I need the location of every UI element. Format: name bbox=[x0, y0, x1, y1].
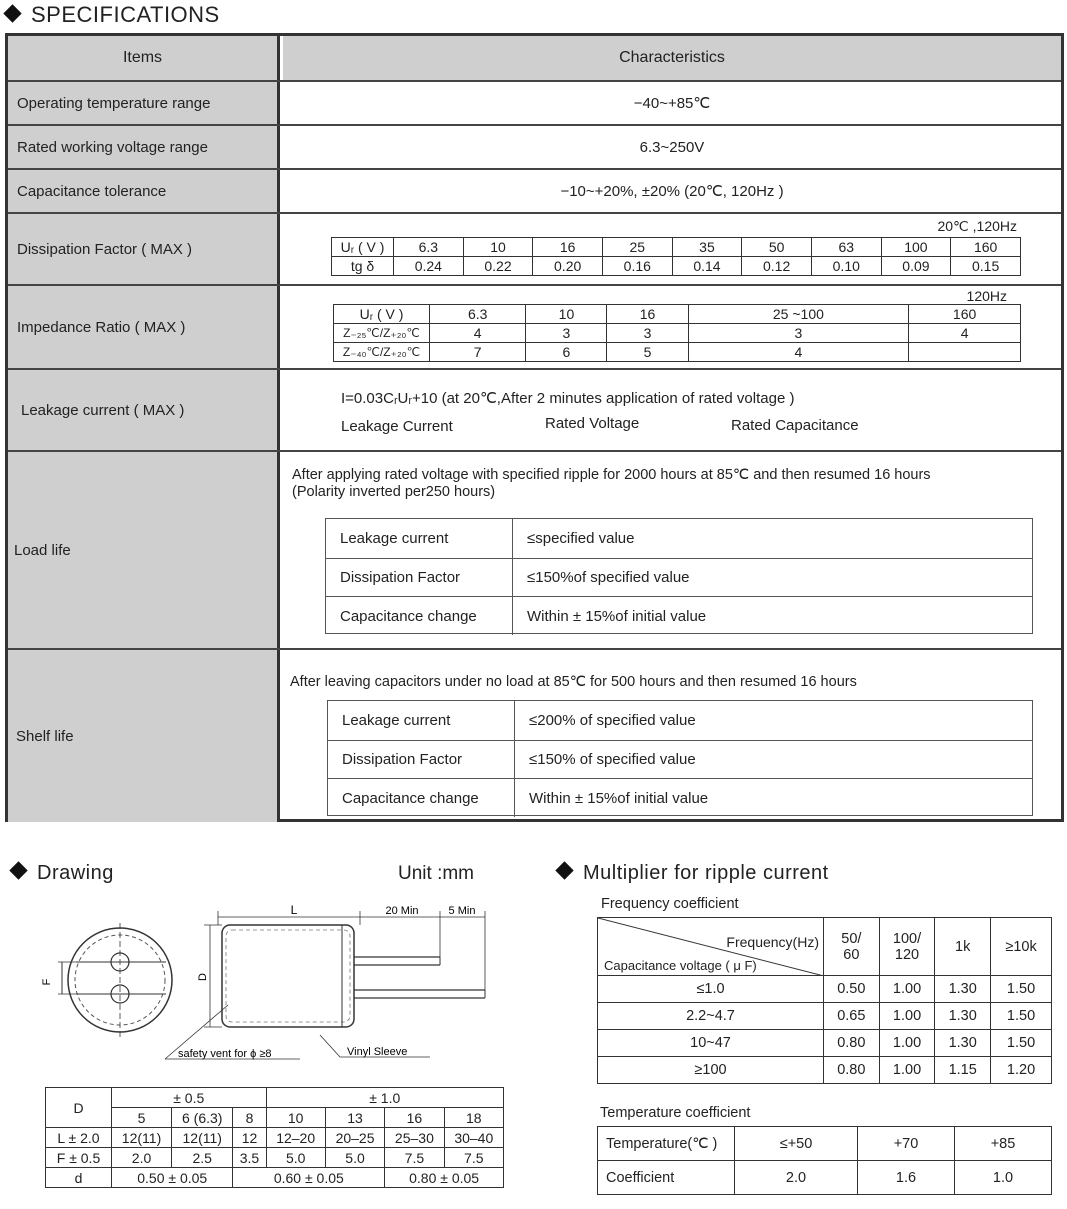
row-label: Shelf life bbox=[8, 650, 280, 822]
leakage-legend-voltage: Rated Voltage bbox=[545, 415, 640, 432]
condition-value: Within ± 15%of initial value bbox=[529, 789, 709, 807]
multiplier-cell: 0.50 bbox=[824, 976, 880, 1003]
multiplier-cell: 1.00 bbox=[879, 1057, 935, 1084]
imp-z25-cell: 3 bbox=[688, 324, 909, 343]
imp-z40-cell: 4 bbox=[688, 343, 909, 362]
frequency-row bbox=[598, 976, 1052, 1003]
condition-label: Dissipation Factor bbox=[328, 741, 515, 779]
dim-l-cell: 30–40 bbox=[444, 1128, 503, 1148]
imp-voltage-cell: 160 bbox=[909, 305, 1021, 324]
df-voltage-cell: 35 bbox=[672, 238, 742, 257]
row-label: Rated working voltage range bbox=[8, 126, 280, 168]
df-value-cell: 0.15 bbox=[951, 257, 1021, 276]
leakage-legend-capacitance: Rated Capacitance bbox=[731, 417, 859, 434]
temperature-cell: ≤+50 bbox=[735, 1127, 858, 1161]
temperature-coefficient-table bbox=[597, 1126, 1052, 1195]
spec-row-operating-temperature bbox=[8, 80, 1061, 124]
frequency-column-header: 50/ 60 bbox=[824, 918, 880, 976]
frequency-column-header: ≥10k bbox=[991, 918, 1052, 976]
dim-l-cell: 25–30 bbox=[385, 1128, 444, 1148]
condition-label: Leakage current bbox=[326, 519, 513, 558]
side-view-icon bbox=[165, 911, 485, 1059]
coefficient-cell: 1.0 bbox=[955, 1161, 1052, 1195]
dim-diameter-cell: 13 bbox=[325, 1108, 384, 1128]
frequency-row bbox=[598, 1057, 1052, 1084]
condition-row bbox=[328, 778, 1032, 817]
capacitor-drawing bbox=[30, 895, 500, 1070]
capacitance-header: Capacitance voltage ( μ F) bbox=[604, 958, 757, 973]
dimension-table bbox=[45, 1087, 504, 1188]
dim-f-cell: 7.5 bbox=[444, 1148, 503, 1168]
dim-f-cell: 3.5 bbox=[233, 1148, 266, 1168]
page-title: SPECIFICATIONS bbox=[6, 2, 220, 28]
condition-label: Dissipation Factor bbox=[326, 559, 513, 597]
tol-10-header: ± 1.0 bbox=[266, 1088, 504, 1108]
imp-z40-label: Z₋₄₀℃/Z₊₂₀℃ bbox=[334, 343, 430, 362]
dim-l-cell: 12 bbox=[233, 1128, 266, 1148]
row-value: −10~+20%, ±20% (20℃, 120Hz ) bbox=[560, 183, 784, 200]
multiplier-cell: 1.50 bbox=[991, 1030, 1052, 1057]
df-value-cell: 0.12 bbox=[742, 257, 812, 276]
dim-diameter-cell: 10 bbox=[266, 1108, 325, 1128]
multiplier-cell: 1.30 bbox=[935, 1030, 991, 1057]
frequency-row bbox=[598, 1003, 1052, 1030]
diamond-bullet-icon bbox=[9, 861, 27, 879]
dim-lead-d-value: 0.50 ± 0.05 bbox=[112, 1168, 233, 1188]
df-voltage-cell: 63 bbox=[811, 238, 881, 257]
row-label: Leakage current ( MAX ) bbox=[8, 370, 280, 450]
spec-row-dissipation-factor bbox=[8, 212, 1061, 284]
imp-z40-cell bbox=[909, 343, 1021, 362]
imp-z40-cell: 7 bbox=[430, 343, 526, 362]
imp-z25-cell: 3 bbox=[526, 324, 607, 343]
df-voltage-cell: 6.3 bbox=[394, 238, 464, 257]
frequency-header: Frequency(Hz) bbox=[726, 934, 819, 950]
capacitance-cell: ≤1.0 bbox=[598, 976, 824, 1003]
row-value bbox=[283, 370, 1061, 450]
dim-d-header: D bbox=[46, 1088, 112, 1128]
row-value bbox=[283, 214, 1061, 284]
dim-20min-label: 20 Min bbox=[385, 905, 419, 917]
shelf-life-text: After leaving capacitors under no load at 85℃ for 500 hours and then resumed 16 hours bbox=[290, 674, 857, 690]
dim-diameter-cell: 6 (6.3) bbox=[172, 1108, 233, 1128]
imp-z40-cell: 5 bbox=[607, 343, 688, 362]
condition-value: ≤150%of specified value bbox=[527, 568, 690, 586]
condition-label: Capacitance change bbox=[328, 779, 515, 817]
df-value-cell: 0.22 bbox=[463, 257, 533, 276]
multiplier-cell: 1.15 bbox=[935, 1057, 991, 1084]
frequency-row bbox=[598, 1030, 1052, 1057]
dim-l-label: L bbox=[290, 903, 298, 917]
condition-row bbox=[328, 701, 1032, 740]
imp-voltage-cell: 25 ~100 bbox=[688, 305, 909, 324]
df-value-cell: 0.20 bbox=[533, 257, 603, 276]
row-label: Impedance Ratio ( MAX ) bbox=[8, 286, 280, 368]
df-value-cell: 0.16 bbox=[602, 257, 672, 276]
condition-value: ≤specified value bbox=[527, 529, 635, 547]
row-value bbox=[283, 286, 1061, 368]
dim-f-row-label: F ± 0.5 bbox=[46, 1148, 112, 1168]
df-table bbox=[331, 237, 1021, 276]
frequency-coefficient-table bbox=[597, 917, 1052, 1084]
multiplier-cell: 0.80 bbox=[824, 1030, 880, 1057]
row-value bbox=[283, 650, 1061, 822]
dim-l-cell: 12–20 bbox=[266, 1128, 325, 1148]
imp-ur-label: Uᵣ ( V ) bbox=[334, 305, 430, 324]
load-life-table bbox=[325, 518, 1033, 634]
row-label: Dissipation Factor ( MAX ) bbox=[8, 214, 280, 284]
dim-f-cell: 2.5 bbox=[172, 1148, 233, 1168]
df-voltage-cell: 25 bbox=[602, 238, 672, 257]
imp-z25-label: Z₋₂₅℃/Z₊₂₀℃ bbox=[334, 324, 430, 343]
multiplier-cell: 1.50 bbox=[991, 976, 1052, 1003]
safety-vent-label: safety vent for ϕ ≥8 bbox=[178, 1048, 272, 1060]
spec-row-rated-voltage bbox=[8, 124, 1061, 168]
row-value: 6.3~250V bbox=[639, 138, 705, 156]
spec-row-capacitance-tolerance bbox=[8, 168, 1061, 212]
df-value-cell: 0.10 bbox=[811, 257, 881, 276]
multiplier-cell: 1.30 bbox=[935, 976, 991, 1003]
imp-voltage-cell: 10 bbox=[526, 305, 607, 324]
shelf-life-table bbox=[327, 700, 1033, 816]
diamond-bullet-icon bbox=[555, 861, 573, 879]
condition-row bbox=[326, 519, 1032, 558]
condition-row bbox=[326, 596, 1032, 635]
row-label: Load life bbox=[8, 452, 280, 648]
temperature-cell: +85 bbox=[955, 1127, 1052, 1161]
drawing-heading: Drawing bbox=[12, 862, 114, 885]
dim-lead-d-value: 0.60 ± 0.05 bbox=[233, 1168, 385, 1188]
frequency-column-header: 100/ 120 bbox=[879, 918, 935, 976]
multiplier-cell: 1.00 bbox=[879, 1030, 935, 1057]
capacitance-cell: 2.2~4.7 bbox=[598, 1003, 824, 1030]
condition-value: Within ± 15%of initial value bbox=[527, 607, 707, 625]
load-life-text-1: After applying rated voltage with specified ripple for 2000 hours at 85℃ and then resumed 16 hours bbox=[292, 467, 931, 483]
spec-header-row bbox=[8, 36, 1061, 80]
spec-row-leakage-current bbox=[8, 368, 1061, 450]
vinyl-sleeve-label: Vinyl Sleeve bbox=[347, 1046, 408, 1058]
row-label: Operating temperature range bbox=[8, 82, 280, 124]
dim-f-label: F bbox=[41, 978, 53, 986]
impedance-note: 120Hz bbox=[966, 288, 1007, 304]
capacitance-cell: 10~47 bbox=[598, 1030, 824, 1057]
dim-d-label: D bbox=[197, 973, 209, 981]
frequency-column-header: 1k bbox=[935, 918, 991, 976]
dim-lead-d-value: 0.80 ± 0.05 bbox=[385, 1168, 504, 1188]
impedance-table bbox=[333, 304, 1021, 362]
df-value-cell: 0.24 bbox=[394, 257, 464, 276]
multiplier-cell: 1.00 bbox=[879, 976, 935, 1003]
multiplier-cell: 0.80 bbox=[824, 1057, 880, 1084]
characteristics-header: Characteristics bbox=[283, 36, 1061, 80]
imp-z25-cell: 4 bbox=[430, 324, 526, 343]
imp-z25-cell: 4 bbox=[909, 324, 1021, 343]
df-voltage-cell: 10 bbox=[463, 238, 533, 257]
df-voltage-cell: 50 bbox=[742, 238, 812, 257]
specifications-table bbox=[5, 33, 1064, 822]
condition-label: Leakage current bbox=[328, 701, 515, 740]
dim-5min-label: 5 Min bbox=[448, 905, 476, 917]
dim-f-cell: 5.0 bbox=[325, 1148, 384, 1168]
end-view-icon bbox=[58, 923, 172, 1037]
row-label: Capacitance tolerance bbox=[8, 170, 280, 212]
coefficient-cell: 2.0 bbox=[735, 1161, 858, 1195]
dim-l-cell: 12(11) bbox=[172, 1128, 233, 1148]
multiplier-cell: 1.30 bbox=[935, 1003, 991, 1030]
condition-row bbox=[326, 558, 1032, 597]
unit-label: Unit :mm bbox=[398, 863, 474, 884]
load-life-text-2: (Polarity inverted per250 hours) bbox=[292, 484, 496, 500]
imp-z40-cell: 6 bbox=[526, 343, 607, 362]
df-ur-label: Uᵣ ( V ) bbox=[332, 238, 394, 257]
multiplier-cell: 1.20 bbox=[991, 1057, 1052, 1084]
df-value-cell: 0.09 bbox=[881, 257, 951, 276]
spec-row-load-life bbox=[8, 450, 1061, 648]
imp-voltage-cell: 6.3 bbox=[430, 305, 526, 324]
items-header: Items bbox=[8, 36, 280, 80]
multiplier-cell: 1.00 bbox=[879, 1003, 935, 1030]
df-value-cell: 0.14 bbox=[672, 257, 742, 276]
imp-z25-cell: 3 bbox=[607, 324, 688, 343]
capacitance-cell: ≥100 bbox=[598, 1057, 824, 1084]
df-voltage-cell: 100 bbox=[881, 238, 951, 257]
dim-f-cell: 5.0 bbox=[266, 1148, 325, 1168]
diamond-bullet-icon bbox=[3, 4, 21, 22]
row-value: −40~+85℃ bbox=[633, 95, 711, 112]
df-voltage-cell: 16 bbox=[533, 238, 603, 257]
spec-row-impedance-ratio bbox=[8, 284, 1061, 368]
df-note: 20℃ ,120Hz bbox=[937, 218, 1017, 234]
temperature-label: Temperature(℃ ) bbox=[598, 1127, 735, 1161]
dim-l-cell: 20–25 bbox=[325, 1128, 384, 1148]
dim-diameter-cell: 8 bbox=[233, 1108, 266, 1128]
ripple-heading: Multiplier for ripple current bbox=[558, 862, 829, 885]
df-tg-label: tg δ bbox=[332, 257, 394, 276]
dim-f-cell: 7.5 bbox=[385, 1148, 444, 1168]
multiplier-cell: 0.65 bbox=[824, 1003, 880, 1030]
coefficient-cell: 1.6 bbox=[858, 1161, 955, 1195]
spec-row-shelf-life bbox=[8, 648, 1061, 822]
dim-diameter-cell: 5 bbox=[112, 1108, 172, 1128]
condition-label: Capacitance change bbox=[326, 597, 513, 635]
diagonal-header-cell bbox=[598, 918, 824, 976]
tol-05-header: ± 0.5 bbox=[112, 1088, 267, 1108]
row-value bbox=[283, 452, 1061, 648]
dim-lead-d-label: d bbox=[46, 1168, 112, 1188]
temperature-coefficient-title: Temperature coefficient bbox=[600, 1105, 751, 1121]
temperature-cell: +70 bbox=[858, 1127, 955, 1161]
leakage-formula: I=0.03CᵣUᵣ+10 (at 20℃,After 2 minutes application of rated voltage ) bbox=[341, 390, 795, 407]
condition-value: ≤200% of specified value bbox=[529, 711, 696, 729]
dim-diameter-cell: 16 bbox=[385, 1108, 444, 1128]
condition-value: ≤150% of specified value bbox=[529, 750, 696, 768]
leakage-legend-current: Leakage Current bbox=[341, 418, 453, 435]
imp-voltage-cell: 16 bbox=[607, 305, 688, 324]
frequency-coefficient-title: Frequency coefficient bbox=[601, 896, 739, 912]
multiplier-cell: 1.50 bbox=[991, 1003, 1052, 1030]
df-voltage-cell: 160 bbox=[951, 238, 1021, 257]
coefficient-label: Coefficient bbox=[598, 1161, 735, 1195]
dim-f-cell: 2.0 bbox=[112, 1148, 172, 1168]
dim-l-cell: 12(11) bbox=[112, 1128, 172, 1148]
condition-row bbox=[328, 740, 1032, 779]
dim-diameter-cell: 18 bbox=[444, 1108, 503, 1128]
dim-l-row-label: L ± 2.0 bbox=[46, 1128, 112, 1148]
